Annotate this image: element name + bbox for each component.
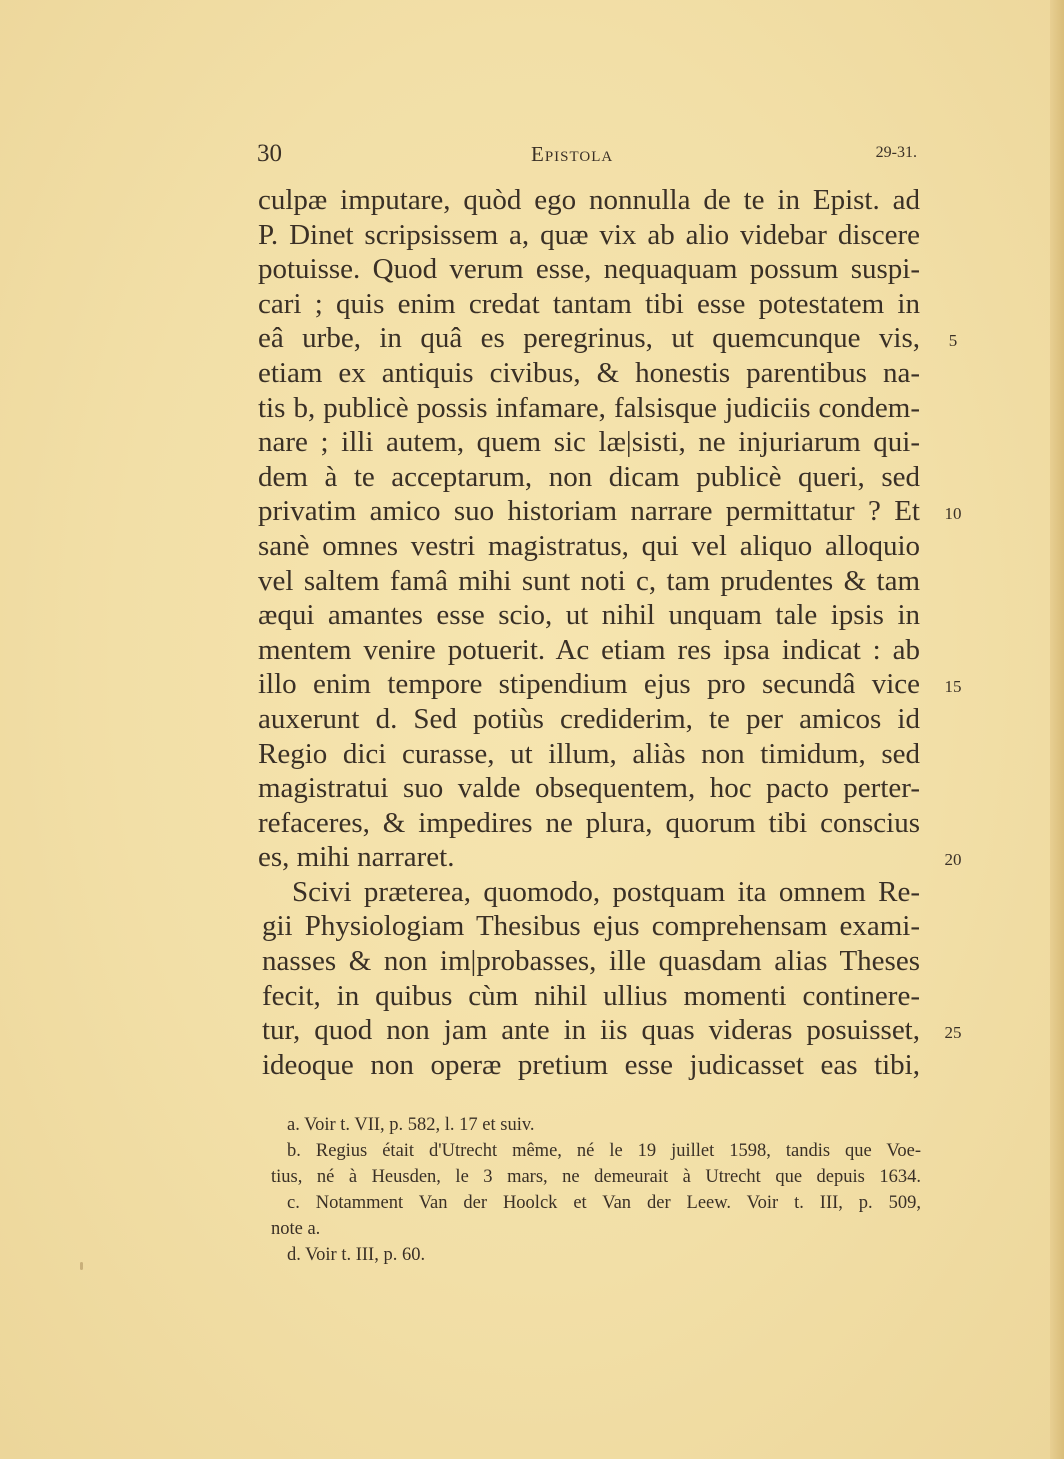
text-line: potuisse. Quod verum esse, nequaquam possum suspi- [258, 253, 920, 286]
line-number: 15 [944, 677, 962, 696]
text-line: eâ urbe, in quâ es peregrinus, ut quemcunque vis, [258, 322, 920, 355]
text-line: fecit, in quibus cùm nihil ullius momenti continere- [262, 979, 920, 1012]
line-number: 20 [944, 850, 962, 869]
page-header [257, 140, 917, 170]
text-line: mentem venire potuerit. Ac etiam res ipsa indicat : ab [258, 633, 920, 666]
footnote-continuation: note a. [271, 1219, 321, 1239]
text-line: privatim amico suo historiam narrare permittatur ? Et [258, 495, 920, 528]
text-line: etiam ex antiquis civibus, & honestis parentibus na- [258, 356, 920, 389]
footnote: c. Notamment Van der Hoolck et Van der Leew. Voir t. III, p. 509, [287, 1193, 921, 1213]
line-number: 5 [948, 331, 958, 350]
line-number: 25 [944, 1023, 962, 1042]
text-line: nare ; illi autem, quem sic læ|sisti, ne injuriarum qui- [258, 426, 920, 459]
footnote: a. Voir t. VII, p. 582, l. 17 et suiv. [287, 1115, 535, 1135]
text-line: refaceres, & impedires ne plura, quorum tibi conscius [258, 806, 920, 839]
footnote-continuation: tius, né à Heusden, le 3 mars, ne demeurait à Utrecht que depuis 1634. [271, 1167, 921, 1187]
text-line: Scivi præterea, quomodo, postquam ita omnem Re- [292, 875, 920, 908]
page-number: 30 [257, 140, 282, 167]
text-line: illo enim tempore stipendium ejus pro secundâ vice [258, 668, 920, 701]
line-number: 10 [944, 504, 962, 523]
paper-speck [80, 1262, 83, 1270]
running-title: Epistola [531, 142, 614, 166]
text-line: dem à te acceptarum, non dicam publicè queri, sed [258, 460, 920, 493]
text-line: cari ; quis enim credat tantam tibi esse potestatem in [258, 287, 920, 320]
text-line: tis b, publicè possis infamare, falsisque judiciis condem- [258, 391, 920, 424]
page-edge [1050, 0, 1064, 1459]
section-reference: 29-31. [875, 144, 917, 161]
text-line: nasses & non im|probasses, ille quasdam alias Theses [262, 945, 920, 978]
text-line: ideoque non operæ pretium esse judicasset eas tibi, [262, 1048, 920, 1081]
text-line: culpæ imputare, quòd ego nonnulla de te in Epist. ad [258, 184, 920, 216]
text-line: P. Dinet scripsissem a, quæ vix ab alio videbar discere [258, 218, 920, 251]
text-line: auxerunt d. Sed potiùs crediderim, te per amicos id [258, 702, 920, 735]
text-line: gii Physiologiam Thesibus ejus comprehensam exami- [262, 910, 920, 943]
text-line: es, mihi narraret. [258, 841, 455, 874]
text-line: Regio dici curasse, ut illum, aliàs non timidum, sed [258, 737, 920, 770]
body-text [258, 183, 920, 1082]
footnote: d. Voir t. III, p. 60. [287, 1245, 426, 1265]
footnote: b. Regius était d'Utrecht même, né le 19 juillet 1598, tandis que Voe- [287, 1141, 921, 1161]
text-line: magistratui suo valde obsequentem, hoc pacto perter- [258, 772, 920, 805]
footnotes [271, 1112, 921, 1268]
text-line: vel saltem famâ mihi sunt noti c, tam prudentes & tam [258, 564, 920, 597]
text-line: æqui amantes esse scio, ut nihil unquam tale ipsis in [258, 599, 920, 632]
text-line: tur, quod non jam ante in iis quas videras posuisset, [262, 1014, 920, 1047]
text-line: sanè omnes vestri magistratus, qui vel aliquo alloquio [258, 529, 920, 562]
